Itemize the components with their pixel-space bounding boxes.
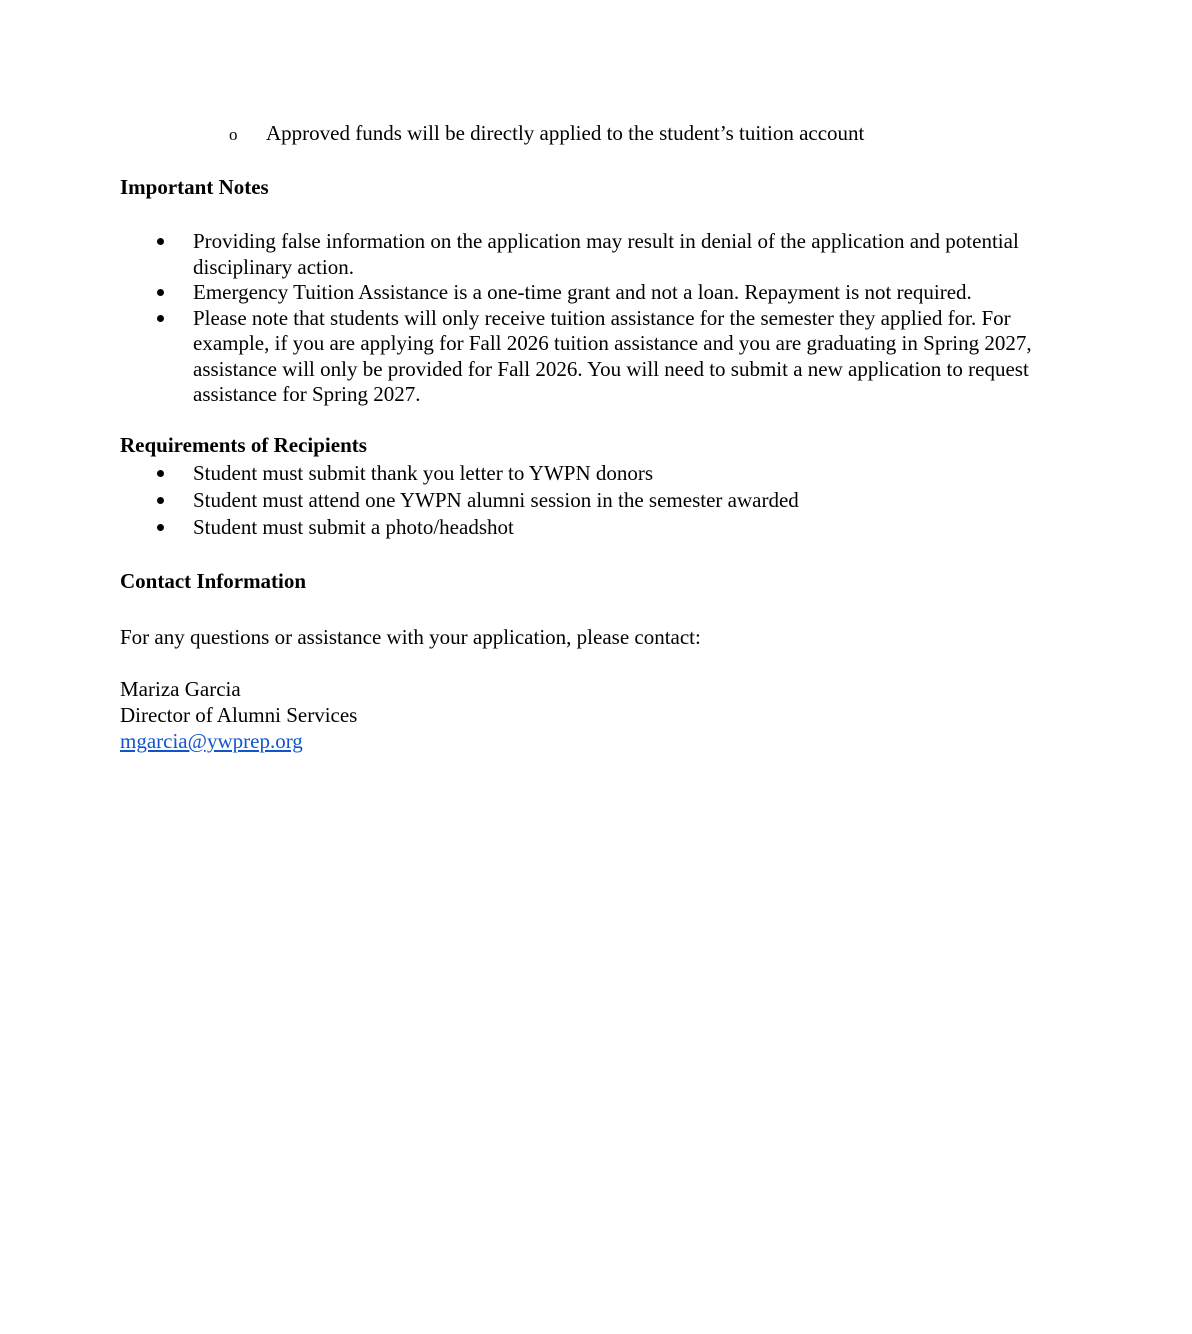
contact-intro: For any questions or assistance with your application, please contact:	[120, 625, 701, 649]
bullet-icon	[157, 238, 164, 245]
sub-bullet-text: Approved funds will be directly applied to the student’s tuition account	[266, 121, 865, 145]
list-item	[0, 487, 1192, 514]
list-item	[0, 306, 1192, 408]
list-item	[0, 280, 1192, 306]
important-notes-heading: Important Notes	[120, 175, 269, 199]
requirements-heading: Requirements of Recipients	[120, 433, 367, 457]
list-item-text: Providing false information on the application may result in denial of the application and potential disciplinary action.	[193, 229, 1019, 279]
contact-details	[120, 676, 357, 754]
contact-title: Director of Alumni Services	[120, 703, 358, 727]
bullet-icon	[157, 524, 164, 531]
continued-sub-bullet	[0, 120, 1192, 146]
bullet-icon	[157, 289, 164, 296]
requirements-list	[0, 460, 1192, 541]
bullet-icon	[157, 497, 164, 504]
list-item	[0, 229, 1192, 280]
list-item	[0, 460, 1192, 487]
contact-email-link[interactable]: mgarcia@ywprep.org	[120, 729, 303, 753]
bullet-icon	[157, 315, 164, 322]
list-item-text: Please note that students will only receive tuition assistance for the semester they applied for. For example, if you are applying for Fall 2026 tuition assistance and you are graduating in Spring 2027, assistance will only be provided for Fall 2026. You will need to submit a new application to request assistance for Spring 2027.	[193, 305, 1032, 406]
contact-name: Mariza Garcia	[120, 677, 241, 701]
list-item	[0, 514, 1192, 541]
contact-heading: Contact Information	[120, 569, 307, 593]
hollow-circle-bullet-icon: o	[229, 125, 238, 144]
important-notes-list	[0, 229, 1192, 408]
list-item-text: Emergency Tuition Assistance is a one-time grant and not a loan. Repayment is not required.	[193, 280, 972, 304]
bullet-icon	[157, 470, 164, 477]
list-item-text: Student must submit a photo/headshot	[193, 515, 514, 539]
list-item-text: Student must submit thank you letter to YWPN donors	[193, 461, 654, 485]
list-item-text: Student must attend one YWPN alumni session in the semester awarded	[193, 488, 799, 512]
